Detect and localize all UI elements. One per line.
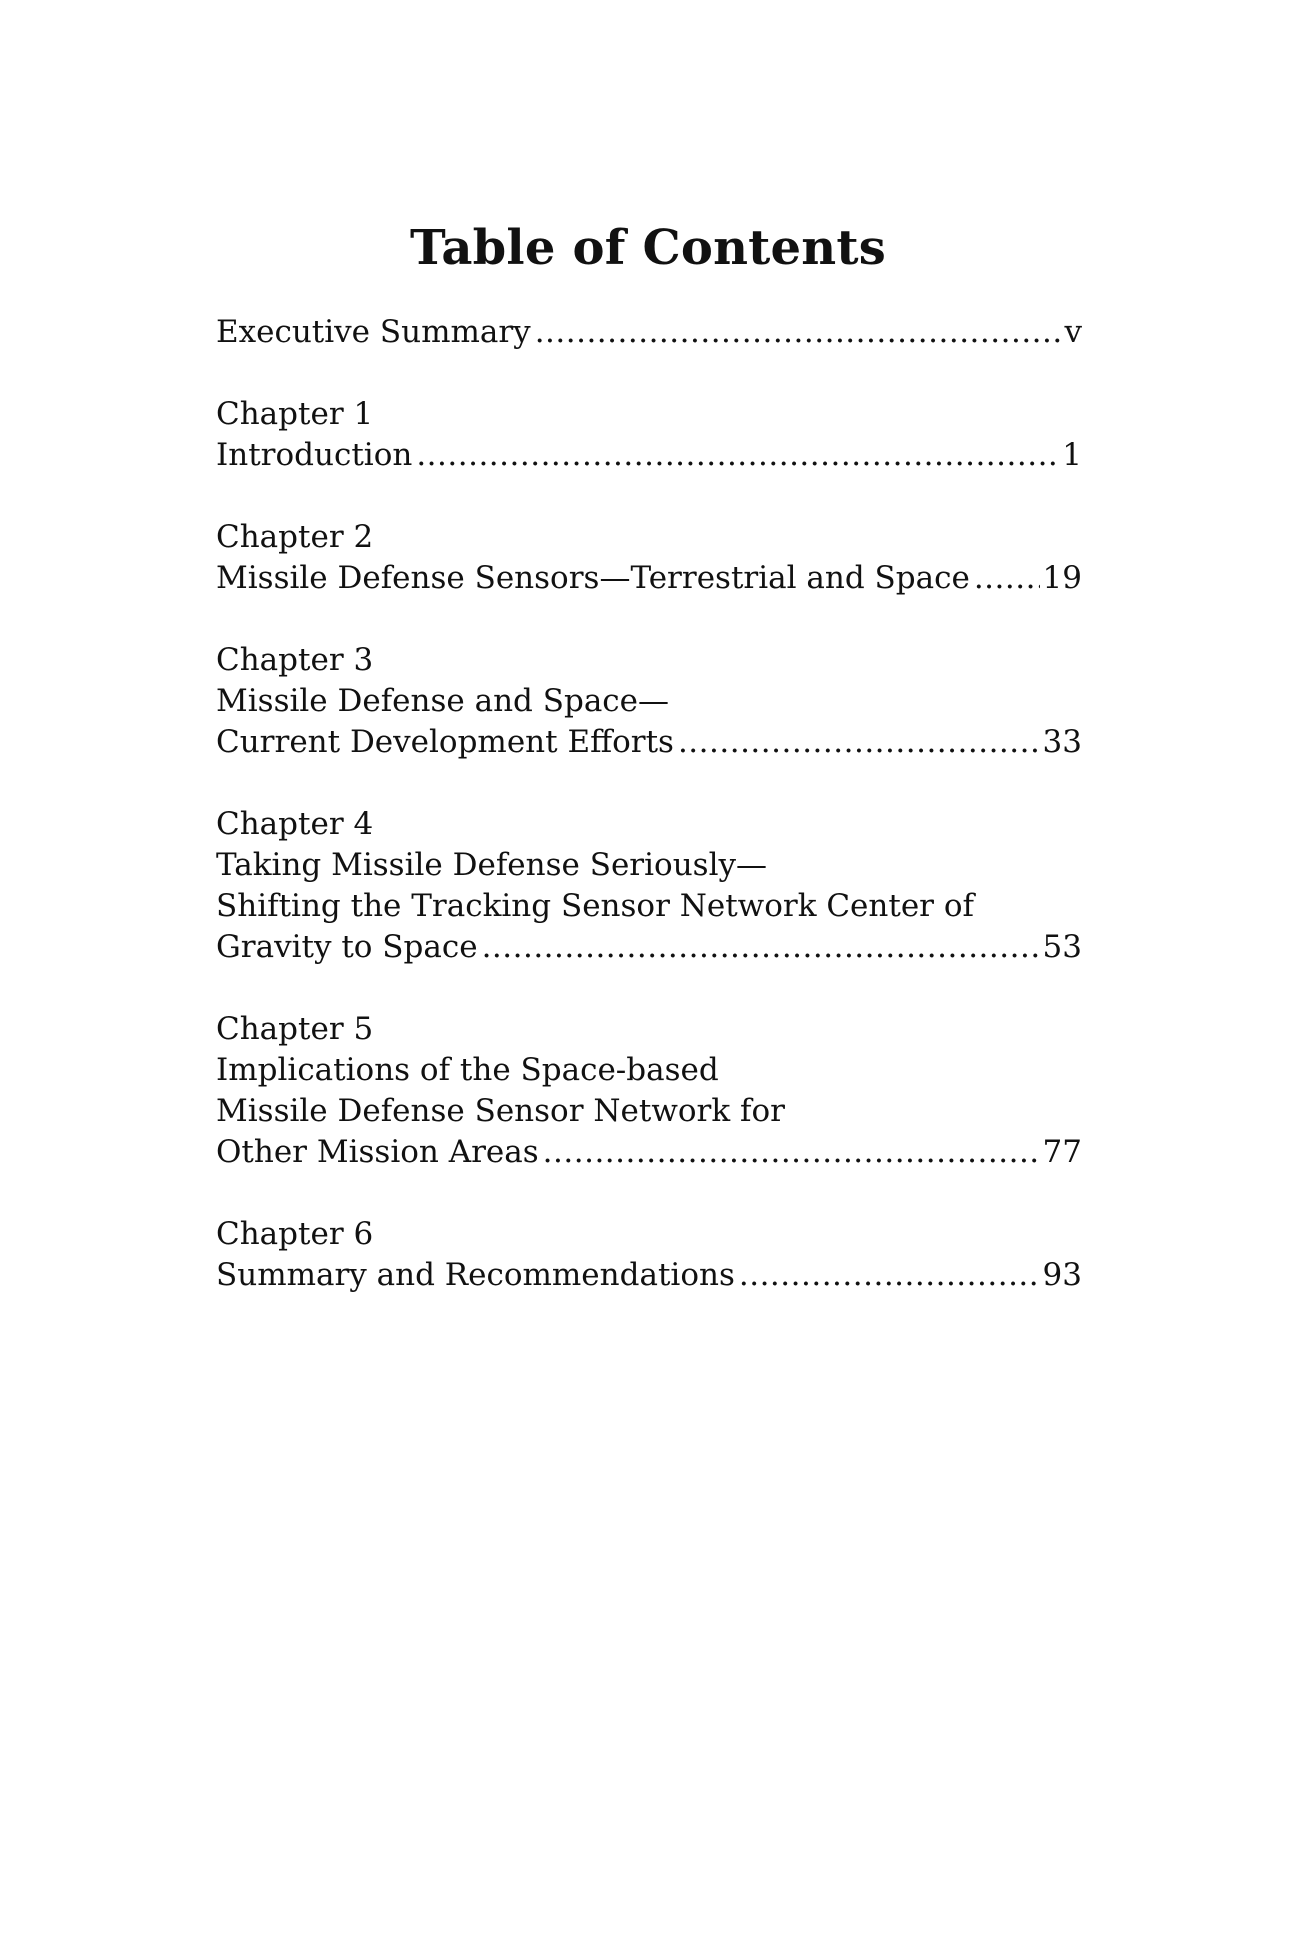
page-title: Table of Contents <box>410 220 886 276</box>
toc-entry-title-line: Shifting the Tracking Sensor Network Center of <box>216 888 974 924</box>
toc-entry-title: Summary and Recommendations <box>216 1257 735 1293</box>
toc-entry-chapter-4[interactable] <box>216 804 1082 968</box>
toc-page-number: 93 <box>1042 1257 1082 1293</box>
toc-entry-chapter-5[interactable] <box>216 1009 1082 1173</box>
toc-entry-title: Executive Summary <box>216 314 531 350</box>
toc-entry-title-line: Missile Defense Sensor Network for <box>216 1093 785 1129</box>
toc-entry-chapter-3[interactable] <box>216 640 1082 763</box>
toc-leader-line <box>216 1255 1082 1296</box>
toc-leader-line <box>216 1132 1082 1173</box>
toc-entry-title: Missile Defense Sensors—Terrestrial and Space <box>216 560 970 596</box>
toc-page-number: 77 <box>1042 1134 1082 1170</box>
toc-entry-title: Other Mission Areas <box>216 1134 539 1170</box>
toc-leader-line <box>216 558 1082 599</box>
toc-entry-chapter-1[interactable] <box>216 394 1082 476</box>
toc-leader-line <box>216 722 1082 763</box>
dot-leader <box>739 1255 1040 1296</box>
dot-leader <box>416 435 1059 476</box>
toc-leader-line <box>216 927 1082 968</box>
toc-page-number: 19 <box>1042 560 1082 596</box>
toc-leader-line <box>216 435 1082 476</box>
dot-leader <box>678 722 1040 763</box>
toc-entry-chapter-6[interactable] <box>216 1214 1082 1296</box>
chapter-label: Chapter 1 <box>216 396 374 432</box>
toc-entry-chapter-2[interactable] <box>216 517 1082 599</box>
toc-entry-title: Current Development Efforts <box>216 724 674 760</box>
toc-entry-executive-summary[interactable] <box>216 312 1082 353</box>
toc-entry-title-line: Missile Defense and Space— <box>216 683 670 719</box>
toc-entry-title: Introduction <box>216 437 413 473</box>
chapter-label: Chapter 5 <box>216 1011 374 1047</box>
chapter-label: Chapter 6 <box>216 1216 374 1252</box>
dot-leader <box>482 927 1040 968</box>
table-of-contents <box>216 312 1082 1337</box>
toc-page-number: 1 <box>1062 437 1082 473</box>
dot-leader <box>543 1132 1040 1173</box>
toc-entry-title-line: Taking Missile Defense Seriously— <box>216 847 767 883</box>
chapter-label: Chapter 4 <box>216 806 374 842</box>
toc-leader-line <box>216 312 1082 353</box>
toc-page-number: v <box>1064 314 1082 350</box>
dot-leader <box>974 558 1040 599</box>
toc-page-number: 53 <box>1042 929 1082 965</box>
toc-page-number: 33 <box>1042 724 1082 760</box>
toc-entry-title: Gravity to Space <box>216 929 478 965</box>
dot-leader <box>535 312 1062 353</box>
chapter-label: Chapter 2 <box>216 519 374 555</box>
chapter-label: Chapter 3 <box>216 642 374 678</box>
toc-entry-title-line: Implications of the Space-based <box>216 1052 719 1088</box>
